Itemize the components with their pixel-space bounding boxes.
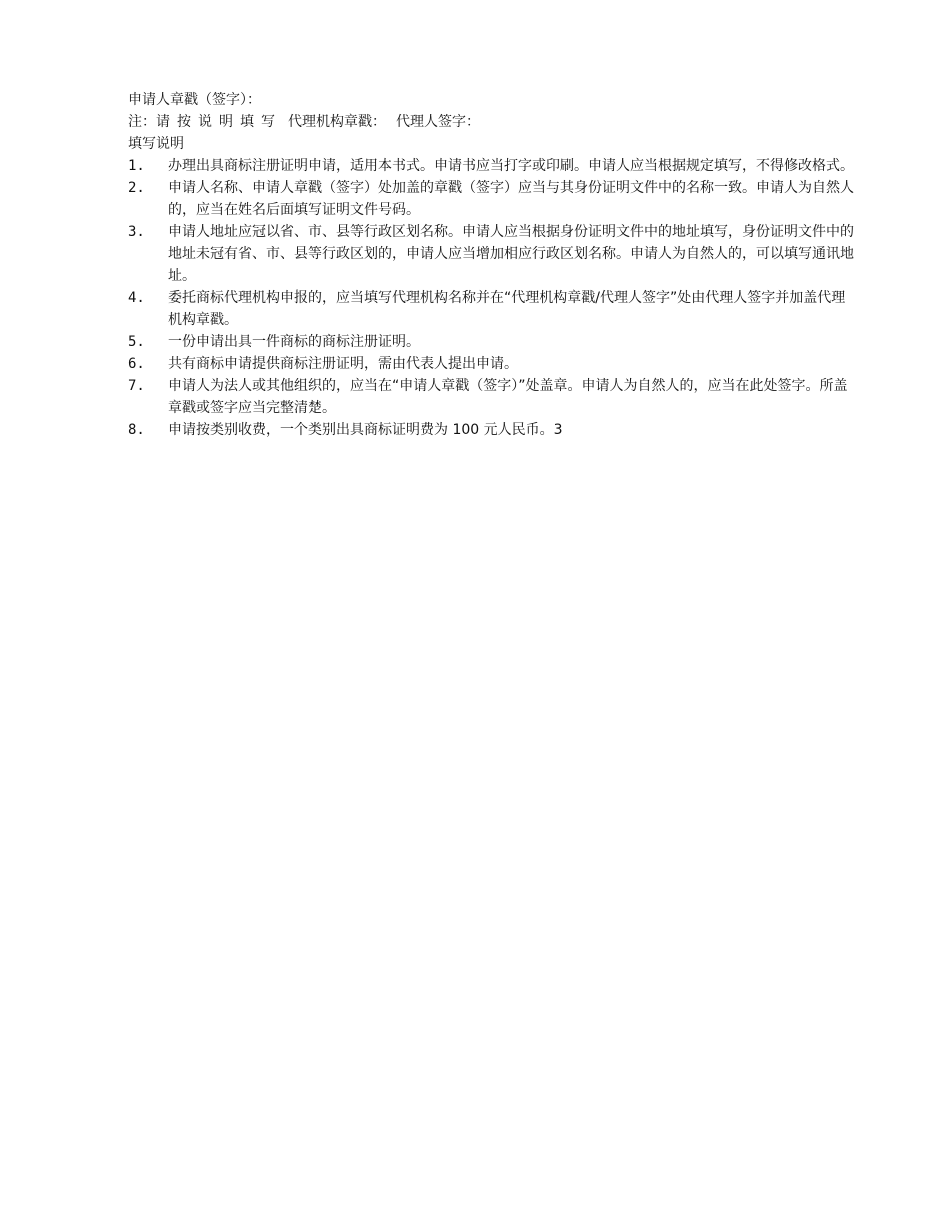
instructions-list [128, 155, 858, 441]
instructions-title: 填写说明 [128, 136, 184, 152]
instruction-text: 一份申请出具一件商标的商标注册证明。 [168, 334, 420, 350]
instruction-text: 共有商标申请提供商标注册证明，需由代表人提出申请。 [168, 356, 518, 372]
instruction-item [128, 177, 858, 221]
document-page [128, 89, 858, 441]
instruction-text: 申请按类别收费，一个类别出具商标证明费为 100 元人民币。3 [168, 422, 563, 438]
instruction-number: 7. [128, 378, 145, 394]
instruction-item [128, 419, 858, 441]
instruction-item [128, 155, 858, 177]
instruction-item [128, 375, 858, 419]
instruction-text: 办理出具商标注册证明申请，适用本书式。申请书应当打字或印刷。申请人应当根据规定填写，不得修改格式。 [168, 158, 854, 174]
note-line [128, 111, 858, 133]
instruction-item [128, 331, 858, 353]
instruction-number: 5. [128, 334, 145, 350]
instruction-number: 1. [128, 158, 145, 174]
instruction-text: 申请人名称、申请人章戳（签字）处加盖的章戳（签字）应当与其身份证明文件中的名称一致。申请人为自然人的，应当在姓名后面填写证明文件号码。 [168, 180, 854, 218]
note-prefix: 注： [128, 114, 156, 130]
instruction-number: 4. [128, 290, 145, 306]
applicant-seal-label: 申请人章戳（签字）： [128, 92, 261, 108]
instruction-number: 8. [128, 422, 145, 438]
instruction-item [128, 221, 858, 287]
instruction-item [128, 287, 858, 331]
instruction-number: 2. [128, 180, 145, 196]
instruction-number: 3. [128, 224, 145, 240]
instruction-text: 申请人地址应冠以省、市、县等行政区划名称。申请人应当根据身份证明文件中的地址填写，身份证明文件中的地址未冠有省、市、县等行政区划的，申请人应当增加相应行政区划名称。申请人为自然人的，可以填写通讯地址。 [168, 224, 854, 284]
instruction-text: 申请人为法人或其他组织的，应当在“申请人章戳（签字）”处盖章。申请人为自然人的，应当在此处签字。所盖章戳或签字应当完整清楚。 [168, 378, 848, 416]
instruction-text: 委托商标代理机构申报的，应当填写代理机构名称并在“代理机构章戳/代理人签字”处由代理人签字并加盖代理机构章戳。 [168, 290, 846, 328]
instruction-item [128, 353, 858, 375]
instruction-number: 6. [128, 356, 145, 372]
agent-signature-label: 代理人签字： [396, 114, 480, 130]
note-instruction: 请按说明填写 [156, 114, 282, 130]
agency-seal-label: 代理机构章戳： [288, 114, 386, 130]
